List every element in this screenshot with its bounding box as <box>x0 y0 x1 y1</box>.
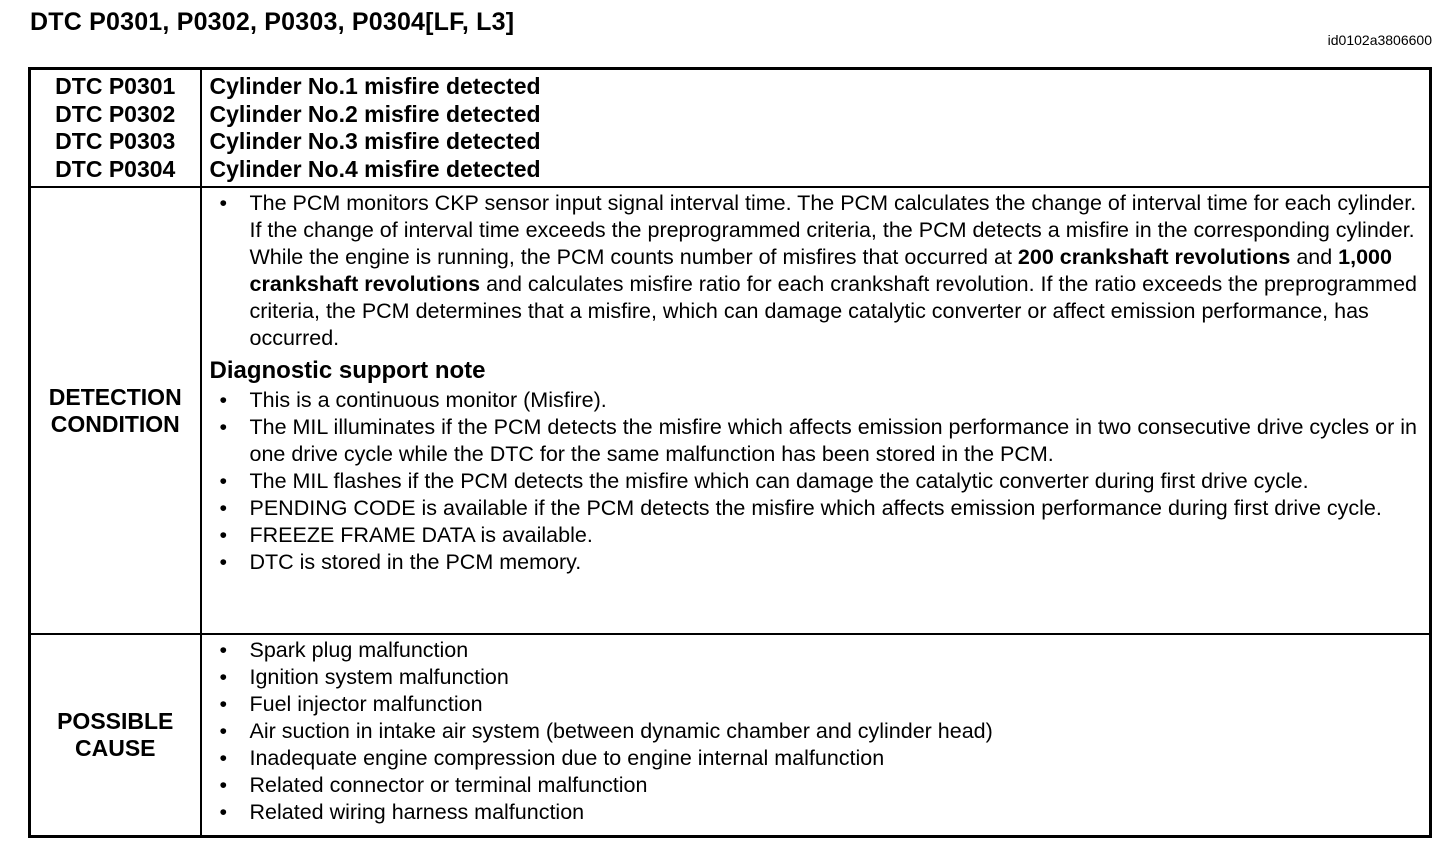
list-item: • The MIL flashes if the PCM detects the misfire which can damage the catalytic converter during first drive cycle. <box>210 468 1418 495</box>
list-item: • Ignition system malfunction <box>210 664 1418 691</box>
dtc-code: DTC P0302 <box>55 100 176 127</box>
detection-condition-row <box>30 187 1431 634</box>
dtc-description: Cylinder No.3 misfire detected <box>209 128 541 154</box>
label-line: CONDITION <box>50 410 180 437</box>
label-line: CAUSE <box>74 735 156 761</box>
detection-condition-label <box>30 187 201 634</box>
intro-text: The PCM monitors CKP sensor input signal interval time. The PCM calculates the change of interval time for each cylinder. If the change of interval time exceeds the preprogrammed criteria, the PCM detects a misfire in the corresponding cylinder. While the engine is running, the PCM counts number of misfires that occurred at <box>249 191 1417 269</box>
list-item: • Related wiring harness malfunction <box>210 799 1418 826</box>
dtc-header-row <box>30 69 1431 188</box>
possible-cause-row <box>30 634 1431 837</box>
dtc-table <box>28 67 1432 838</box>
label-line: POSSIBLE <box>57 708 174 734</box>
list-item: • Related connector or terminal malfunction <box>210 772 1418 799</box>
list-item: • Inadequate engine compression due to engine internal malfunction <box>210 745 1418 772</box>
list-item: • Air suction in intake air system (between dynamic chamber and cylinder head) <box>210 718 1418 745</box>
label-line: DETECTION <box>48 383 182 410</box>
dtc-description: Cylinder No.1 misfire detected <box>209 73 541 99</box>
detection-intro-list <box>210 190 1418 352</box>
dtc-description: Cylinder No.2 misfire detected <box>209 100 541 127</box>
page-title: DTC P0301, P0302, P0303, P0304[LF, L3] <box>30 8 515 36</box>
intro-emphasis: 200 crankshaft revolutions <box>1017 245 1291 269</box>
intro-emphasis: 1,000 crankshaft revolutions <box>249 245 1392 296</box>
dtc-descriptions-cell <box>201 69 1431 188</box>
possible-cause-label <box>30 634 201 837</box>
intro-text: and <box>1290 245 1339 269</box>
dtc-codes-cell <box>30 69 201 188</box>
intro-text: and calculates misfire ratio for each crankshaft revolution. If the ratio exceeds the preprogrammed criteria, the PCM determines that a misfire, which can damage catalytic converter or affect emission performance, has occurred. <box>249 272 1418 350</box>
list-item: • Fuel injector malfunction <box>210 691 1418 718</box>
document-id: id0102a3806600 <box>1327 32 1432 48</box>
list-item: • The MIL illuminates if the PCM detects the misfire which affects emission performance in two consecutive drive cycles or in one drive cycle while the DTC for the same malfunction has been stored in the PCM. <box>210 414 1418 468</box>
list-item: • This is a continuous monitor (Misfire). <box>210 387 1418 414</box>
detection-intro-item <box>210 190 1418 352</box>
possible-cause-list <box>210 637 1418 826</box>
list-item: • PENDING CODE is available if the PCM detects the misfire which affects emission performance during first drive cycle. <box>210 495 1418 522</box>
diagnostic-notes-list <box>210 387 1418 576</box>
dtc-description: Cylinder No.4 misfire detected <box>209 155 541 182</box>
list-item: • DTC is stored in the PCM memory. <box>210 549 1418 576</box>
dtc-code: DTC P0303 <box>55 128 176 154</box>
dtc-code: DTC P0304 <box>55 155 176 182</box>
list-item: • Spark plug malfunction <box>210 637 1418 664</box>
detection-condition-content <box>201 187 1431 634</box>
dtc-code: DTC P0301 <box>55 73 176 99</box>
list-item: • FREEZE FRAME DATA is available. <box>210 522 1418 549</box>
diagnostic-support-note-heading: Diagnostic support note <box>209 357 486 384</box>
possible-cause-content <box>201 634 1431 837</box>
